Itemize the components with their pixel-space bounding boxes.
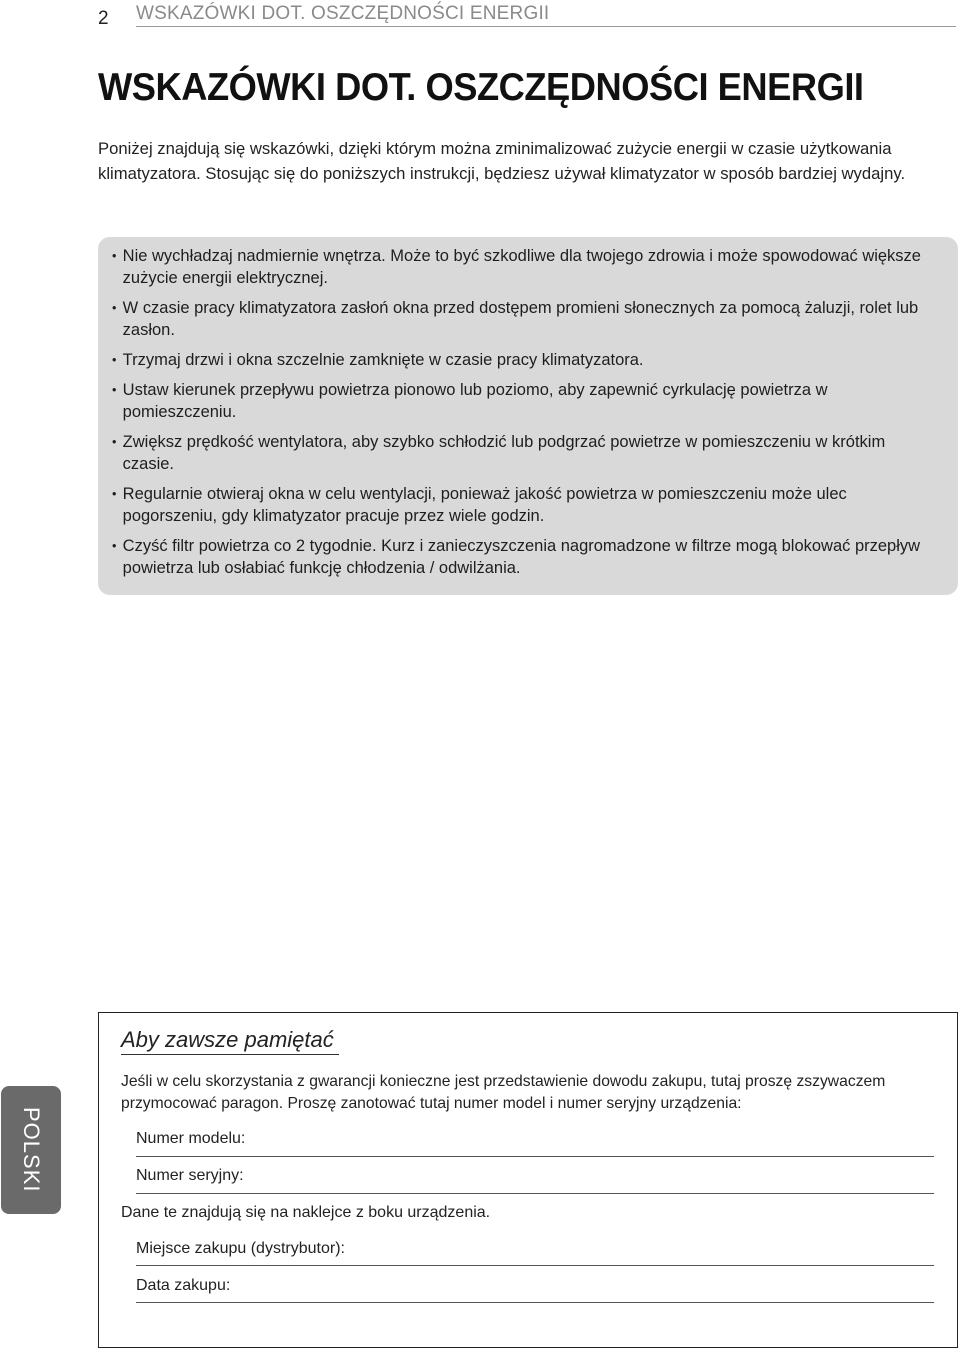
place-of-purchase-label: Miejsce zakupu (dystrybutor): (136, 1240, 345, 1257)
tips-list (112, 245, 960, 587)
sticker-note: Dane te znajdują się na naklejce z boku urządzenia. (121, 1204, 491, 1221)
purchase-date-label: Data zakupu: (136, 1277, 231, 1294)
tips-box (98, 237, 958, 595)
bullet-icon: • (112, 300, 117, 315)
tip-item (112, 483, 937, 527)
tip-text: Ustaw kierunek przepływu powietrza pionowo lub poziomo, aby zapewnić cyrkulację powietrza w pomieszczeniu. (122, 380, 828, 421)
language-label: POLSKI (19, 1107, 44, 1193)
language-tab (1, 1086, 61, 1214)
page-title: WSKAZÓWKI DOT. OSZCZĘDNOŚCI ENERGII (98, 66, 864, 109)
tip-text: Regularnie otwieraj okna w celu wentylacji, ponieważ jakość powietrza w pomieszczeniu może ulec pogorszeniu, gdy klimatyzator pracuje przez wiele godzin. (122, 484, 847, 525)
serial-number-line (136, 1193, 934, 1194)
serial-number-label: Numer seryjny: (136, 1167, 244, 1184)
intro-paragraph: Poniżej znajdują się wskazówki, dzięki którym można zminimalizować zużycie energii w czasie użytkowania klimatyzatora. Stosując się do poniższych instrukcji, będziesz używał klimatyzator w sposób bardziej wydajny. (98, 139, 906, 183)
tip-item (112, 431, 937, 475)
header-rule (136, 26, 956, 27)
tip-text: W czasie pracy klimatyzatora zasłoń okna przed dostępem promieni słonecznych za pomocą żaluzji, rolet lub zasłon. (122, 298, 919, 339)
place-of-purchase-line (136, 1265, 934, 1266)
tip-item (112, 297, 937, 341)
bullet-icon: • (112, 434, 117, 449)
bullet-icon: • (112, 486, 117, 501)
tip-text: Nie wychładzaj nadmiernie wnętrza. Może to być szkodliwe dla twojego zdrowia i może spowodować większe zużycie energii elektrycznej. (122, 246, 921, 287)
tip-item (112, 535, 937, 579)
bullet-icon: • (112, 382, 117, 397)
bullet-icon: • (112, 248, 117, 263)
remember-title-underline (121, 1054, 339, 1055)
tip-item (112, 349, 937, 371)
remember-text: Jeśli w celu skorzystania z gwarancji konieczne jest przedstawienie dowodu zakupu, tutaj proszę zszywaczem przymocować paragon. Proszę zanotować tutaj numer model i numer seryjny urządzenia: (121, 1073, 886, 1112)
tip-text: Trzymaj drzwi i okna szczelnie zamknięte w czasie pracy klimatyzatora. (122, 350, 644, 369)
remember-box (98, 1012, 958, 1348)
remember-title: Aby zawsze pamiętać (121, 1027, 334, 1052)
bullet-icon: • (112, 352, 117, 367)
tip-item (112, 379, 937, 423)
tip-item (112, 245, 937, 289)
purchase-date-line (136, 1302, 934, 1303)
page-number: 2 (98, 8, 109, 29)
tip-text: Zwiększ prędkość wentylatora, aby szybko schłodzić lub podgrzać powietrze w pomieszczeniu w krótkim czasie. (122, 432, 886, 473)
model-number-line (136, 1156, 934, 1157)
model-number-label: Numer modelu: (136, 1130, 246, 1147)
bullet-icon: • (112, 538, 117, 553)
running-header: WSKAZÓWKI DOT. OSZCZĘDNOŚCI ENERGII (136, 3, 550, 24)
tip-text: Czyść filtr powietrza co 2 tygodnie. Kurz i zanieczyszczenia nagromadzone w filtrze mogą blokować przepływ powietrza lub osłabiać funkcję chłodzenia / odwilżania. (122, 536, 921, 577)
